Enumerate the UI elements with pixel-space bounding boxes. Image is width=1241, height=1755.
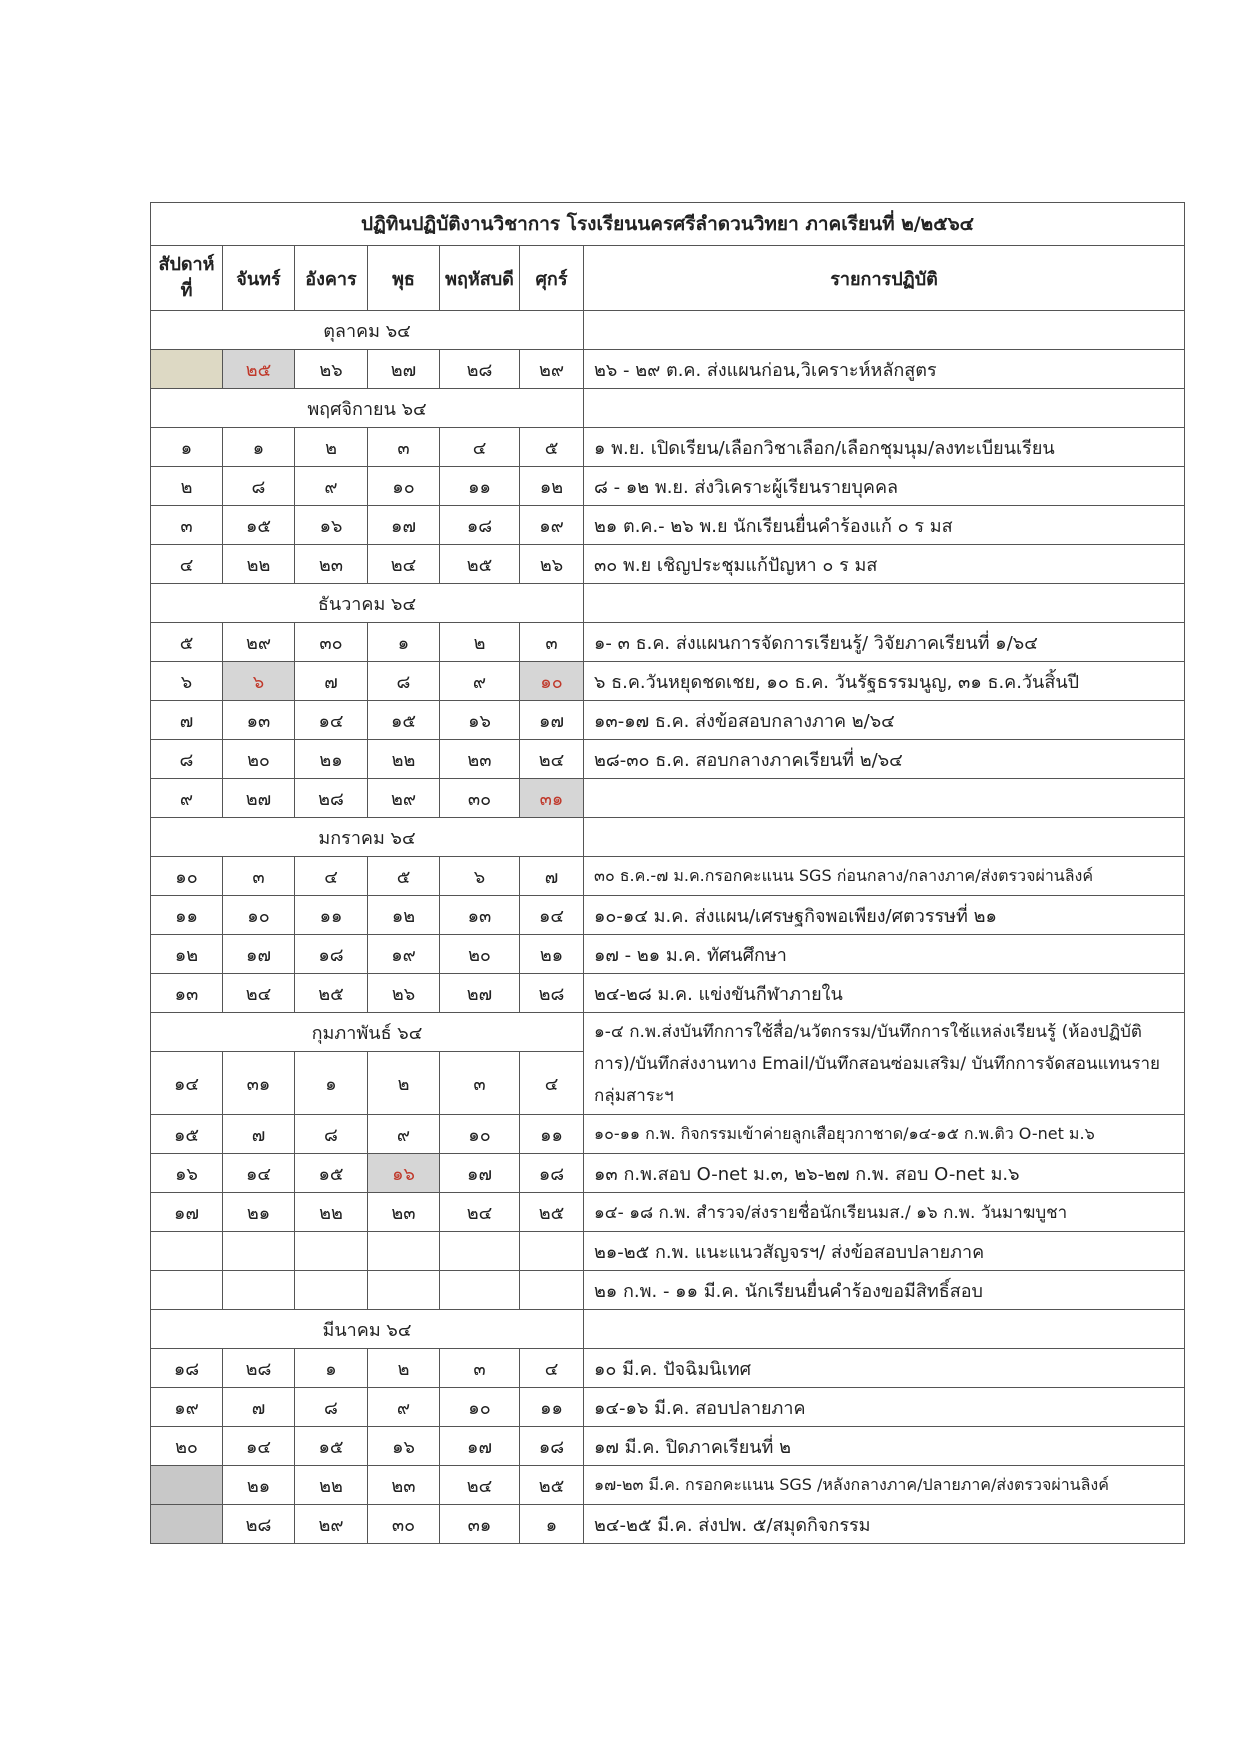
day-cell: ๒	[368, 1349, 440, 1388]
activity-description: ๑๐ มี.ค. ปัจฉิมนิเทศ	[584, 1349, 1185, 1388]
activity-description: ๒๑ ต.ค.- ๒๖ พ.ย นักเรียนยื่นคำร้องแก้ ๐ ร มส	[584, 506, 1185, 545]
day-cell: ๒๓	[368, 1466, 440, 1505]
day-cell: ๒๕	[295, 974, 368, 1013]
day-cell: ๘	[295, 1388, 368, 1427]
week-number: ๗	[151, 701, 223, 740]
day-cell	[368, 1271, 440, 1310]
week-number: ๒	[151, 467, 223, 506]
day-cell: ๗	[223, 1115, 295, 1154]
day-cell	[440, 1271, 520, 1310]
title-row	[151, 203, 1185, 246]
table-row	[151, 1388, 1185, 1427]
month-row	[151, 311, 1185, 350]
day-cell: ๑๗	[520, 701, 584, 740]
day-cell: ๑๔	[223, 1154, 295, 1193]
day-cell: ๑๘	[520, 1154, 584, 1193]
activity-description	[584, 779, 1185, 818]
day-cell: ๒	[440, 623, 520, 662]
week-number: ๑๕	[151, 1115, 223, 1154]
table-row	[151, 1232, 1185, 1271]
day-cell: ๑๗	[440, 1154, 520, 1193]
day-cell: ๘	[295, 1115, 368, 1154]
day-cell: ๒๓	[368, 1193, 440, 1232]
page-title: ปฏิทินปฏิบัติงานวิชาการ โรงเรียนนครศรีลำดวนวิทยา ภาคเรียนที่ ๒/๒๕๖๔	[151, 203, 1185, 246]
day-cell: ๒๕	[520, 1466, 584, 1505]
day-cell: ๒๔	[440, 1193, 520, 1232]
table-row	[151, 506, 1185, 545]
day-cell: ๒๓	[295, 545, 368, 584]
day-cell: ๑๑	[520, 1388, 584, 1427]
table-row	[151, 740, 1185, 779]
month-desc-empty	[584, 1310, 1185, 1349]
day-cell: ๒๙	[520, 350, 584, 389]
day-cell: ๔	[520, 1349, 584, 1388]
day-cell: ๓	[368, 428, 440, 467]
activity-description: ๒๔-๒๕ มี.ค. ส่งปพ. ๕/สมุดกิจกรรม	[584, 1505, 1185, 1544]
table-row	[151, 545, 1185, 584]
week-number: ๑	[151, 428, 223, 467]
week-number	[151, 1232, 223, 1271]
activity-description: ๑๐-๑๑ ก.พ. กิจกรรมเข้าค่ายลูกเสือยุวกาชาด/๑๔-๑๕ ก.พ.ติว O-net ม.๖	[584, 1115, 1185, 1154]
day-cell: ๕	[520, 428, 584, 467]
day-cell: ๓๑	[223, 1052, 295, 1115]
week-number	[151, 1466, 223, 1505]
day-cell: ๒๘	[223, 1349, 295, 1388]
week-number: ๙	[151, 779, 223, 818]
day-cell: ๒	[295, 428, 368, 467]
day-cell: ๑๕	[295, 1154, 368, 1193]
month-label: พฤศจิกายน ๖๔	[151, 389, 584, 428]
activity-description: ๓๐ ธ.ค.-๗ ม.ค.กรอกคะแนน SGS ก่อนกลาง/กลางภาค/ส่งตรวจผ่านลิงค์	[584, 857, 1185, 896]
week-number: ๑๒	[151, 935, 223, 974]
month-label: มกราคม ๖๔	[151, 818, 584, 857]
day-cell: ๑๕	[368, 701, 440, 740]
header-thursday: พฤหัสบดี	[440, 246, 520, 311]
day-cell: ๑๖	[368, 1154, 440, 1193]
activity-description: ๑๐-๑๔ ม.ค. ส่งแผน/เศรษฐกิจพอเพียง/ศตวรรษที่ ๒๑	[584, 896, 1185, 935]
activity-description: ๒๔-๒๘ ม.ค. แข่งขันกีฬาภายใน	[584, 974, 1185, 1013]
day-cell: ๒๒	[223, 545, 295, 584]
day-cell: ๘	[223, 467, 295, 506]
day-cell	[520, 1271, 584, 1310]
day-cell: ๒	[368, 1052, 440, 1115]
day-cell: ๑๘	[440, 506, 520, 545]
table-row	[151, 623, 1185, 662]
day-cell: ๑๘	[295, 935, 368, 974]
day-cell: ๒๕	[520, 1193, 584, 1232]
week-number: ๓	[151, 506, 223, 545]
day-cell: ๘	[368, 662, 440, 701]
day-cell: ๒๖	[520, 545, 584, 584]
day-cell	[520, 1232, 584, 1271]
activity-description: ๑-๔ ก.พ.ส่งบันทึกการใช้สื่อ/นวัตกรรม/บันทึกการใช้แหล่งเรียนรู้ (ห้องปฏิบัติการ)/บันทึกส่งงานทาง Email/บันทึกสอนซ่อมเสริม/ บันทึกการจัดสอนแทนรายกลุ่มสาระฯ	[584, 1013, 1185, 1115]
table-row	[151, 896, 1185, 935]
table-row	[151, 1154, 1185, 1193]
day-cell: ๙	[295, 467, 368, 506]
activity-description: ๒๑-๒๕ ก.พ. แนะแนวสัญจรฯ/ ส่งข้อสอบปลายภาค	[584, 1232, 1185, 1271]
day-cell: ๒๔	[440, 1466, 520, 1505]
day-cell: ๓๑	[440, 1505, 520, 1544]
day-cell	[368, 1232, 440, 1271]
week-number: ๑๖	[151, 1154, 223, 1193]
activity-description: ๑- ๓ ธ.ค. ส่งแผนการจัดการเรียนรู้/ วิจัยภาคเรียนที่ ๑/๖๔	[584, 623, 1185, 662]
day-cell: ๑๑	[520, 1115, 584, 1154]
table-row	[151, 857, 1185, 896]
activity-description: ๒๖ - ๒๙ ต.ค. ส่งแผนก่อน,วิเคราะห์หลักสูตร	[584, 350, 1185, 389]
activity-description: ๑ พ.ย. เปิดเรียน/เลือกวิชาเลือก/เลือกชุมนุม/ลงทะเบียนเรียน	[584, 428, 1185, 467]
month-row	[151, 1013, 1185, 1052]
day-cell: ๖	[440, 857, 520, 896]
day-cell: ๒๗	[440, 974, 520, 1013]
table-row	[151, 935, 1185, 974]
table-row	[151, 662, 1185, 701]
day-cell: ๑	[520, 1505, 584, 1544]
table-row	[151, 1193, 1185, 1232]
day-cell: ๓๐	[368, 1505, 440, 1544]
day-cell	[223, 1232, 295, 1271]
day-cell: ๒๓	[440, 740, 520, 779]
header-activities: รายการปฏิบัติ	[584, 246, 1185, 311]
day-cell: ๒๙	[295, 1505, 368, 1544]
week-number	[151, 1271, 223, 1310]
table-row	[151, 1505, 1185, 1544]
week-number: ๕	[151, 623, 223, 662]
month-desc-empty	[584, 818, 1185, 857]
day-cell: ๑๐	[440, 1388, 520, 1427]
activity-description: ๑๗ มี.ค. ปิดภาคเรียนที่ ๒	[584, 1427, 1185, 1466]
table-row	[151, 779, 1185, 818]
month-label: ธันวาคม ๖๔	[151, 584, 584, 623]
activity-description: ๑๔-๑๖ มี.ค. สอบปลายภาค	[584, 1388, 1185, 1427]
day-cell: ๒๗	[223, 779, 295, 818]
day-cell: ๒๐	[223, 740, 295, 779]
day-cell: ๒๑	[295, 740, 368, 779]
day-cell: ๑๑	[440, 467, 520, 506]
day-cell: ๒๒	[368, 740, 440, 779]
day-cell: ๑	[295, 1052, 368, 1115]
day-cell: ๒๔	[223, 974, 295, 1013]
table-row	[151, 1115, 1185, 1154]
day-cell: ๙	[368, 1388, 440, 1427]
day-cell: ๑๔	[520, 896, 584, 935]
day-cell: ๒๕	[440, 545, 520, 584]
day-cell: ๑๖	[440, 701, 520, 740]
week-number	[151, 350, 223, 389]
day-cell: ๕	[368, 857, 440, 896]
week-number: ๑๔	[151, 1052, 223, 1115]
day-cell: ๒๘	[520, 974, 584, 1013]
day-cell: ๓๑	[520, 779, 584, 818]
day-cell: ๓	[223, 857, 295, 896]
activity-description: ๑๗ - ๒๑ ม.ค. ทัศนศึกษา	[584, 935, 1185, 974]
table-row	[151, 1427, 1185, 1466]
day-cell: ๓	[440, 1052, 520, 1115]
day-cell: ๒๔	[368, 545, 440, 584]
day-cell: ๑๗	[223, 935, 295, 974]
week-number: ๒๐	[151, 1427, 223, 1466]
day-cell: ๔	[520, 1052, 584, 1115]
table-row	[151, 1466, 1185, 1505]
day-cell	[295, 1271, 368, 1310]
month-label: ตุลาคม ๖๔	[151, 311, 584, 350]
month-desc-empty	[584, 584, 1185, 623]
day-cell: ๑๘	[520, 1427, 584, 1466]
month-label: กุมภาพันธ์ ๖๔	[151, 1013, 584, 1052]
day-cell: ๒๑	[223, 1193, 295, 1232]
day-cell	[440, 1232, 520, 1271]
day-cell: ๒๙	[368, 779, 440, 818]
day-cell: ๗	[520, 857, 584, 896]
day-cell: ๑	[295, 1349, 368, 1388]
week-number: ๑๓	[151, 974, 223, 1013]
header-tuesday: อังคาร	[295, 246, 368, 311]
activity-description: ๓๐ พ.ย เชิญประชุมแก้ปัญหา ๐ ร มส	[584, 545, 1185, 584]
day-cell: ๒๖	[368, 974, 440, 1013]
day-cell: ๒๕	[223, 350, 295, 389]
day-cell: ๑๔	[223, 1427, 295, 1466]
day-cell	[223, 1271, 295, 1310]
day-cell: ๑	[223, 428, 295, 467]
day-cell: ๒๘	[295, 779, 368, 818]
day-cell: ๑๒	[368, 896, 440, 935]
month-desc-empty	[584, 311, 1185, 350]
day-cell: ๙	[440, 662, 520, 701]
day-cell: ๑๖	[295, 506, 368, 545]
month-desc-empty	[584, 389, 1185, 428]
day-cell: ๑๕	[295, 1427, 368, 1466]
day-cell: ๓	[440, 1349, 520, 1388]
month-row	[151, 1310, 1185, 1349]
activity-description: ๒๘-๓๐ ธ.ค. สอบกลางภาคเรียนที่ ๒/๖๔	[584, 740, 1185, 779]
week-number: ๑๐	[151, 857, 223, 896]
day-cell: ๑๐	[368, 467, 440, 506]
header-wednesday: พุธ	[368, 246, 440, 311]
day-cell: ๙	[368, 1115, 440, 1154]
table-row	[151, 350, 1185, 389]
day-cell: ๑๖	[368, 1427, 440, 1466]
header-friday: ศุกร์	[520, 246, 584, 311]
day-cell: ๗	[223, 1388, 295, 1427]
table-row	[151, 701, 1185, 740]
day-cell: ๔	[295, 857, 368, 896]
day-cell: ๑๔	[295, 701, 368, 740]
month-row	[151, 818, 1185, 857]
day-cell: ๓	[520, 623, 584, 662]
day-cell: ๗	[295, 662, 368, 701]
day-cell: ๒๑	[520, 935, 584, 974]
day-cell: ๖	[223, 662, 295, 701]
activity-description: ๑๓-๑๗ ธ.ค. ส่งข้อสอบกลางภาค ๒/๖๔	[584, 701, 1185, 740]
table-row	[151, 467, 1185, 506]
day-cell: ๒๗	[368, 350, 440, 389]
day-cell: ๑๓	[223, 701, 295, 740]
day-cell: ๑๗	[440, 1427, 520, 1466]
activity-description: ๘ - ๑๒ พ.ย. ส่งวิเคราะผู้เรียนรายบุคคล	[584, 467, 1185, 506]
day-cell: ๑๐	[440, 1115, 520, 1154]
day-cell: ๑๐	[223, 896, 295, 935]
day-cell: ๒๒	[295, 1193, 368, 1232]
academic-calendar-table	[150, 202, 1185, 1544]
activity-description: ๑๗-๒๓ มี.ค. กรอกคะแนน SGS /หลังกลางภาค/ปลายภาค/ส่งตรวจผ่านลิงค์	[584, 1466, 1185, 1505]
activity-description: ๒๑ ก.พ. - ๑๑ มี.ค. นักเรียนยื่นคำร้องขอมีสิทธิ์สอบ	[584, 1271, 1185, 1310]
week-number: ๑๘	[151, 1349, 223, 1388]
week-number	[151, 1505, 223, 1544]
day-cell: ๒๖	[295, 350, 368, 389]
activity-description: ๑๓ ก.พ.สอบ O-net ม.๓, ๒๖-๒๗ ก.พ. สอบ O-net ม.๖	[584, 1154, 1185, 1193]
month-label: มีนาคม ๖๔	[151, 1310, 584, 1349]
header-week: สัปดาห์ที่	[151, 246, 223, 311]
day-cell: ๑๐	[520, 662, 584, 701]
table-row	[151, 1271, 1185, 1310]
day-cell: ๑๒	[520, 467, 584, 506]
table-row	[151, 974, 1185, 1013]
header-monday: จันทร์	[223, 246, 295, 311]
day-cell: ๑๓	[440, 896, 520, 935]
day-cell: ๒๔	[520, 740, 584, 779]
day-cell: ๑๙	[520, 506, 584, 545]
day-cell: ๑๕	[223, 506, 295, 545]
day-cell: ๑	[368, 623, 440, 662]
day-cell: ๑๙	[368, 935, 440, 974]
activity-description: ๑๔- ๑๘ ก.พ. สำรวจ/ส่งรายชื่อนักเรียนมส./ ๑๖ ก.พ. วันมาฆบูชา	[584, 1193, 1185, 1232]
month-row	[151, 389, 1185, 428]
header-row	[151, 246, 1185, 311]
week-number: ๘	[151, 740, 223, 779]
week-number: ๖	[151, 662, 223, 701]
day-cell: ๓๐	[440, 779, 520, 818]
month-row	[151, 584, 1185, 623]
week-number: ๔	[151, 545, 223, 584]
day-cell: ๑๗	[368, 506, 440, 545]
activity-description: ๖ ธ.ค.วันหยุดชดเชย, ๑๐ ธ.ค. วันรัฐธรรมนูญ, ๓๑ ธ.ค.วันสิ้นปี	[584, 662, 1185, 701]
day-cell: ๓๐	[295, 623, 368, 662]
day-cell: ๒๘	[223, 1505, 295, 1544]
week-number: ๑๙	[151, 1388, 223, 1427]
table-row	[151, 1349, 1185, 1388]
day-cell: ๒๑	[223, 1466, 295, 1505]
table-row	[151, 428, 1185, 467]
day-cell: ๑๑	[295, 896, 368, 935]
day-cell	[295, 1232, 368, 1271]
day-cell: ๒๙	[223, 623, 295, 662]
day-cell: ๒๘	[440, 350, 520, 389]
day-cell: ๒๒	[295, 1466, 368, 1505]
day-cell: ๔	[440, 428, 520, 467]
week-number: ๑๑	[151, 896, 223, 935]
day-cell: ๒๐	[440, 935, 520, 974]
week-number: ๑๗	[151, 1193, 223, 1232]
